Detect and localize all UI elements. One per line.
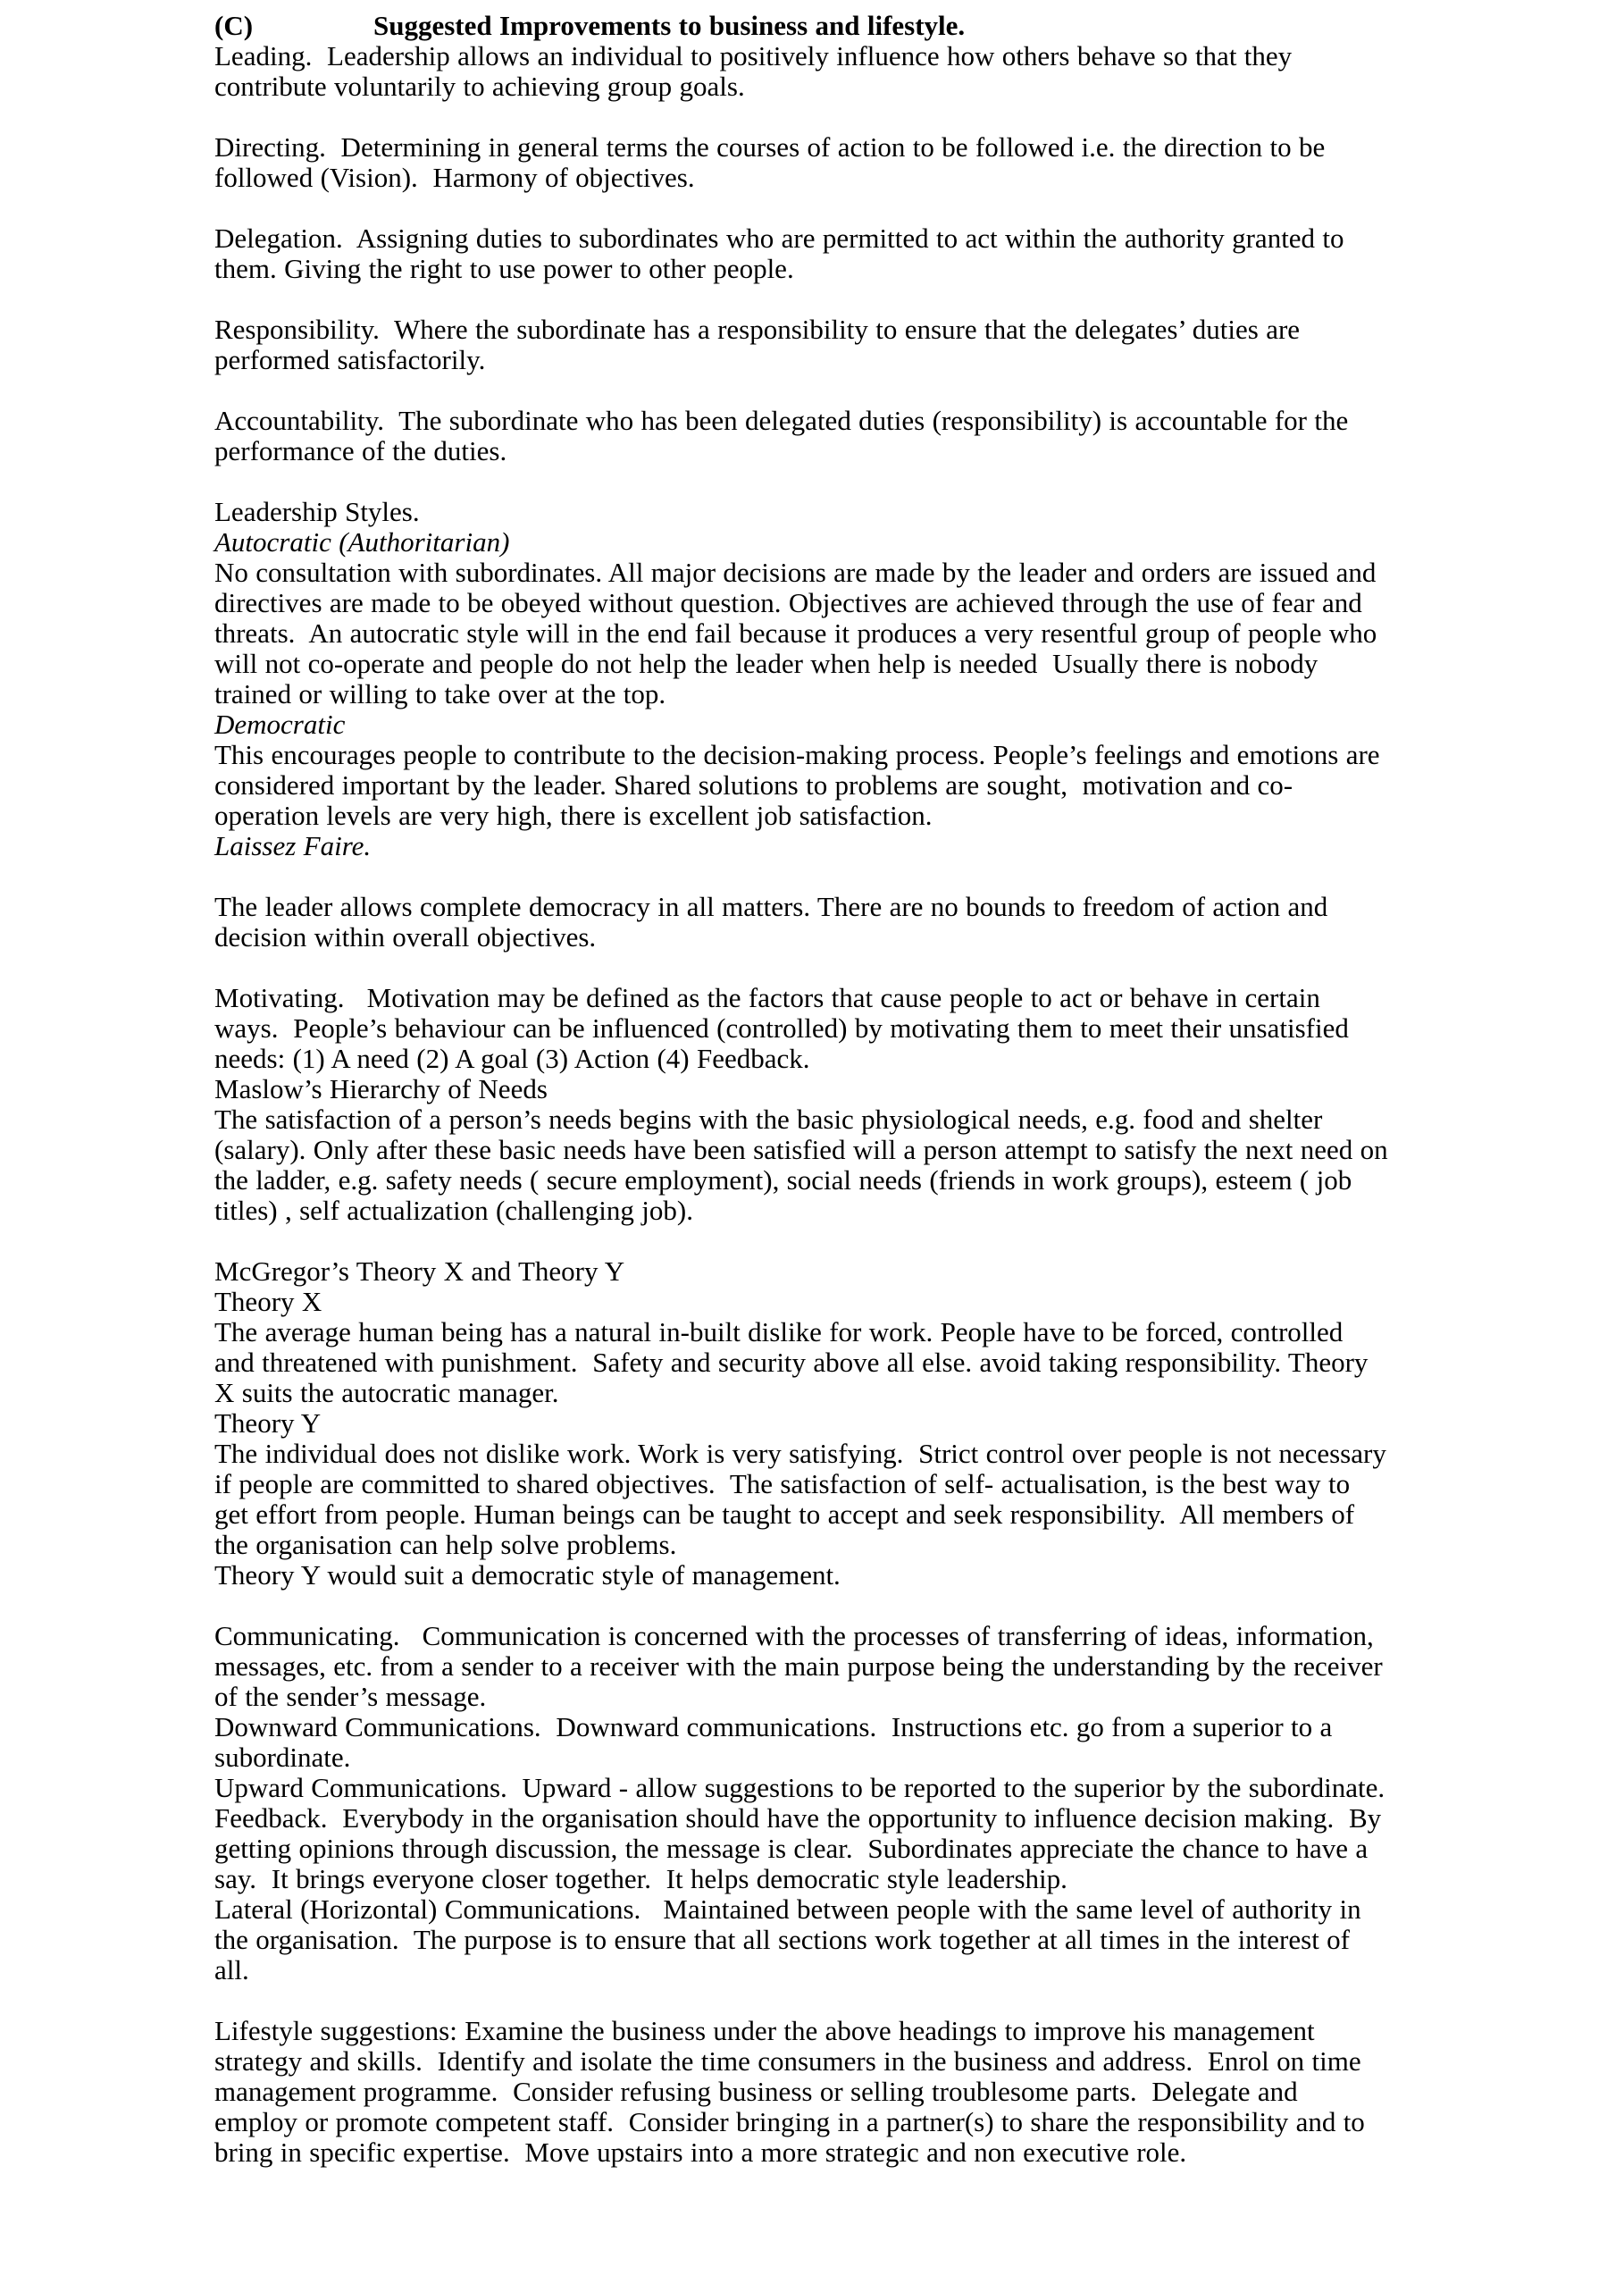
subheading-maslow: Maslow’s Hierarchy of Needs [214,1073,548,1104]
paragraph-delegation: Delegation. Assigning duties to subordinates who are permitted to act within the authority granted to them. Giving the right to use power to other people. [214,222,1352,284]
subheading-laissez-faire: Laissez Faire. [214,830,372,861]
paragraph-accountability: Accountability. The subordinate who has been delegated duties (responsibility) is accountable for the performance of the duties. [214,405,1356,466]
paragraph-maslow: The satisfaction of a person’s needs begins with the basic physiological needs, e.g. food and shelter (salary). Only after these basic needs have been satisfied will a person attempt to satisfy the next need on the ladder, e.g. safety needs ( secure employment), social needs (friends in work groups), esteem ( job titles) , self actualization (challenging job). [214,1104,1395,1226]
paragraph-theory-y: The individual does not dislike work. Work is very satisfying. Strict control over people is not necessary if people are committed to shared objectives. The satisfaction of self- actualisation, is the best way to get effort from people. Human beings can be taught to accept and seek responsibility. All members of the organisation can help solve problems. [214,1438,1394,1560]
paragraph-theory-x: The average human being has a natural in-built dislike for work. People have to be forced, controlled and threatened with punishment. Safety and security above all else. avoid taking responsibility. Theory X suits the autocratic manager. [214,1316,1376,1408]
paragraph-motivating: Motivating. Motivation may be defined as the factors that cause people to act or behave in certain ways. People’s behaviour can be influenced (controlled) by motivating them to meet their unsatisfied needs: (1) A need (2) A goal (3) Action (4) Feedback. [214,982,1357,1074]
section-heading [214,11,1388,41]
subheading-theory-x: Theory X [214,1286,322,1317]
paragraph-leading: Leading. Leadership allows an individual to positively influence how others behave so that they contribute voluntarily to achieving group goals. [214,40,1300,102]
paragraph-democratic: This encourages people to contribute to the decision-making process. People’s feelings and emotions are considered important by the leader. Shared solutions to problems are sought, motivation and co-operation levels are very high, there is excellent job satisfaction. [214,739,1387,831]
subheading-theory-y: Theory Y [214,1407,322,1439]
paragraph-directing: Directing. Determining in general terms the courses of action to be followed i.e. the direction to be followed (Vision). Harmony of objectives. [214,131,1333,193]
paragraph-upward-communications: Upward Communications. Upward - allow suggestions to be reported to the superior by the subordinate. [214,1772,1385,1803]
paragraph-autocratic: No consultation with subordinates. All major decisions are made by the leader and orders are issued and directives are made to be obeyed without question. Objectives are achieved through the use of fear and threats. An autocratic style will in the end fail because it produces a very resentful group of people who will not co-operate and people do not help the leader when help is needed Usually there is nobody trained or willing to take over at the top. [214,557,1385,709]
paragraph-communicating: Communicating. Communication is concerned with the processes of transferring of ideas, information, messages, etc. from a sender to a receiver with the main purpose being the understanding by the receiver of the sender’s message. [214,1620,1391,1712]
paragraph-theory-y-summary: Theory Y would suit a democratic style of management. [214,1559,841,1591]
paragraph-laissez-faire: The leader allows complete democracy in all matters. There are no bounds to freedom of action and decision within overall objectives. [214,891,1335,953]
paragraph-lateral-communications: Lateral (Horizontal) Communications. Maintained between people with the same level of authority in the organisation. The purpose is to ensure that all sections work together at all times in the interest of all. [214,1893,1369,1985]
section-title: Suggested Improvements to business and lifestyle. [373,10,966,41]
subheading-mcgregor: McGregor’s Theory X and Theory Y [214,1255,625,1287]
subheading-democratic: Democratic [214,709,346,740]
paragraph-downward-communications: Downward Communications. Downward communications. Instructions etc. go from a superior to a subordinate. [214,1711,1340,1773]
subheading-leadership-styles: Leadership Styles. [214,496,420,527]
paragraph-lifestyle-suggestions: Lifestyle suggestions: Examine the business under the above headings to improve his management strategy and skills. Identify and isolate the time consumers in the business and address. Enrol on time management programme. Consider refusing business or selling troublesome parts. Delegate and employ or promote competent staff. Consider bringing in a partner(s) to share the responsibility and to bring in specific expertise. Move upstairs into a more strategic and non executive role. [214,2015,1373,2168]
paragraph-feedback: Feedback. Everybody in the organisation should have the opportunity to influence decision making. By getting opinions through discussion, the message is clear. Subordinates appreciate the chance to have a say. It brings everyone closer together. It helps democratic style leadership. [214,1802,1389,1894]
paragraph-responsibility: Responsibility. Where the subordinate has a responsibility to ensure that the delegates’ duties are performed satisfactorily. [214,314,1308,375]
subheading-autocratic: Autocratic (Authoritarian) [214,526,510,558]
section-label: (C) [214,10,254,41]
